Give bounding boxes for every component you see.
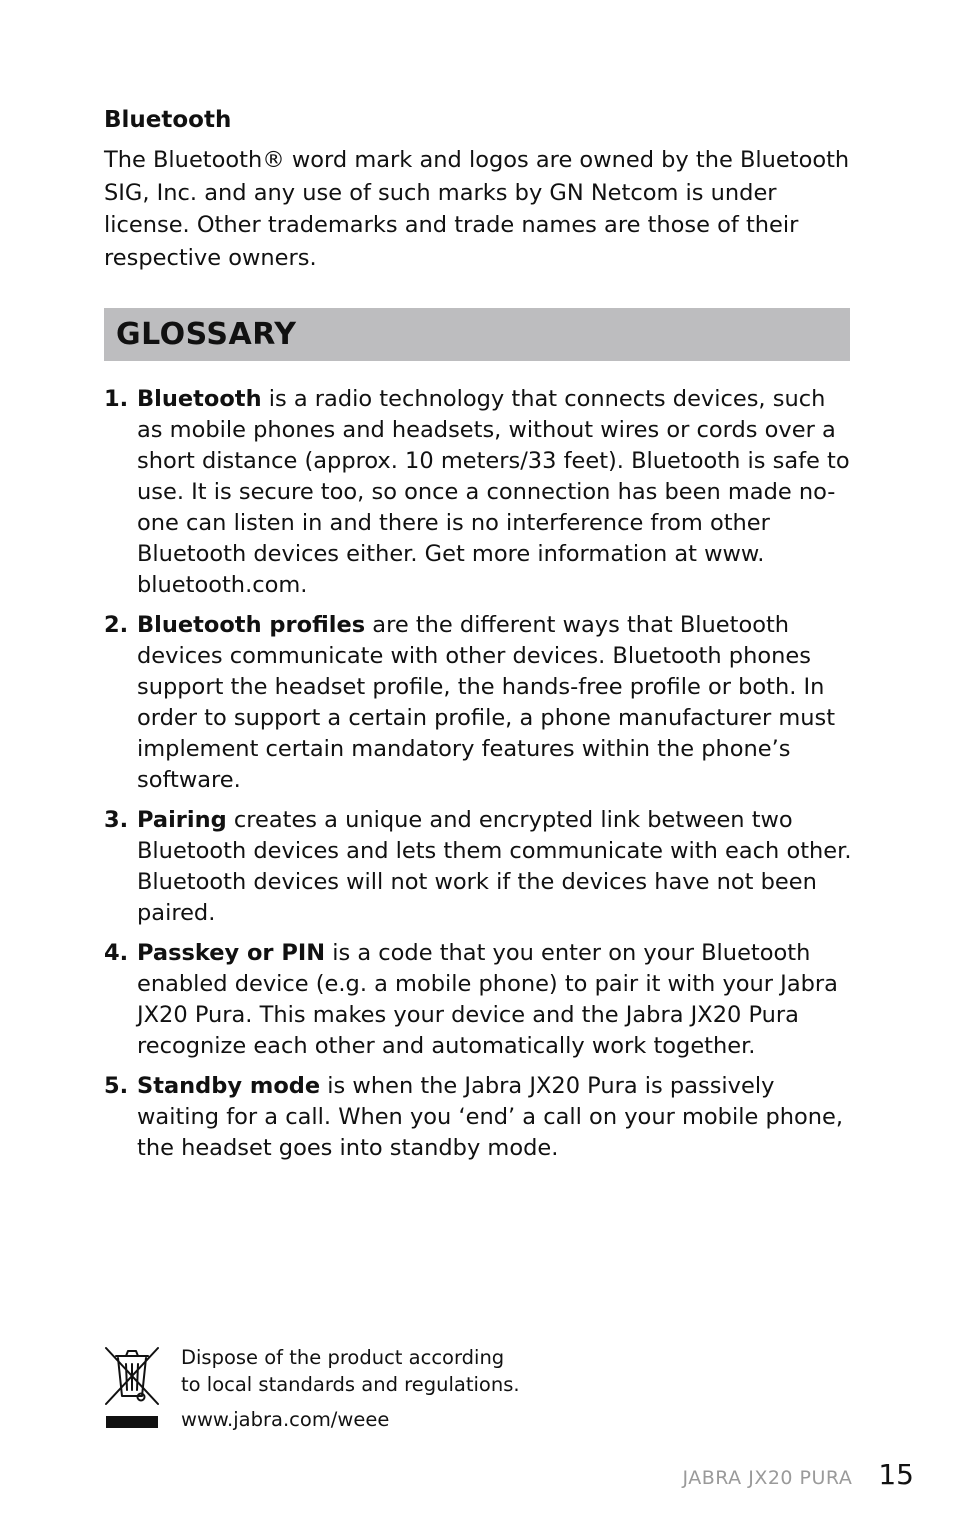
item-definition: is a radio technology that connects devices, such as mobile phones and headsets, without wires or cords over a short distance (approx. 10 meters/33 feet). Bluetooth is safe to use. It is secure too, so once a connection has been made no-one can listen in and there is no interference from other Bluetooth devices either. Get more information at www. bluetooth.com. (137, 386, 850, 598)
item-definition: creates a unique and encrypted link between two Bluetooth devices and lets them communicate with each other. Bluetooth devices will not work if the devices have not been paired. (137, 807, 852, 926)
weee-line-1: Dispose of the product according (181, 1346, 505, 1369)
item-number: 4. (104, 940, 129, 966)
crossed-out-wheelie-bin-icon (104, 1344, 160, 1432)
bluetooth-trademark-text: The Bluetooth® word mark and logos are owned by the Bluetooth SIG, Inc. and any use of such marks by GN Netcom is under license. Other trademarks and trade names are those of their respective owners. (104, 147, 850, 271)
item-term: Bluetooth profiles (137, 612, 366, 638)
item-definition: is when the Jabra JX20 Pura is passively waiting for a call. When you ‘end’ a call on your mobile phone, the headset goes into standby mode. (137, 1073, 844, 1161)
glossary-title: GLOSSARY (116, 317, 297, 352)
bluetooth-heading: Bluetooth (104, 107, 232, 133)
glossary-item (104, 805, 852, 929)
glossary-item (104, 384, 852, 601)
weee-url: www.jabra.com/weee (181, 1408, 390, 1431)
bluetooth-trademark-section (104, 104, 850, 274)
item-term: Bluetooth (137, 386, 262, 412)
item-term: Passkey or PIN (137, 940, 326, 966)
footer-product-name: JABRA JX20 PURA (682, 1467, 853, 1489)
page-number: 15 (878, 1458, 914, 1491)
item-number: 3. (104, 807, 129, 833)
item-term: Pairing (137, 807, 227, 833)
item-number: 1. (104, 386, 129, 412)
item-definition: are the different ways that Bluetooth devices communicate with other devices. Bluetooth phones support the headset profile, the hands-free profile or both. In order to support a certain profile, a phone manufacturer must implement certain mandatory features within the phone’s software. (137, 612, 836, 793)
glossary-list (104, 384, 852, 1173)
page-footer (682, 1458, 914, 1491)
weee-text (181, 1344, 520, 1398)
glossary-item (104, 1071, 852, 1164)
glossary-item (104, 938, 852, 1062)
weee-line-2: to local standards and regulations. (181, 1373, 520, 1396)
item-definition: is a code that you enter on your Bluetooth enabled device (e.g. a mobile phone) to pair it with your Jabra JX20 Pura. This makes your device and the Jabra JX20 Pura recognize each other and automatically work together. (137, 940, 838, 1059)
glossary-header-bar (104, 308, 850, 361)
item-number: 2. (104, 612, 129, 638)
glossary-item (104, 610, 852, 796)
item-number: 5. (104, 1073, 129, 1099)
item-term: Standby mode (137, 1073, 321, 1099)
weee-disposal-notice (104, 1344, 664, 1444)
